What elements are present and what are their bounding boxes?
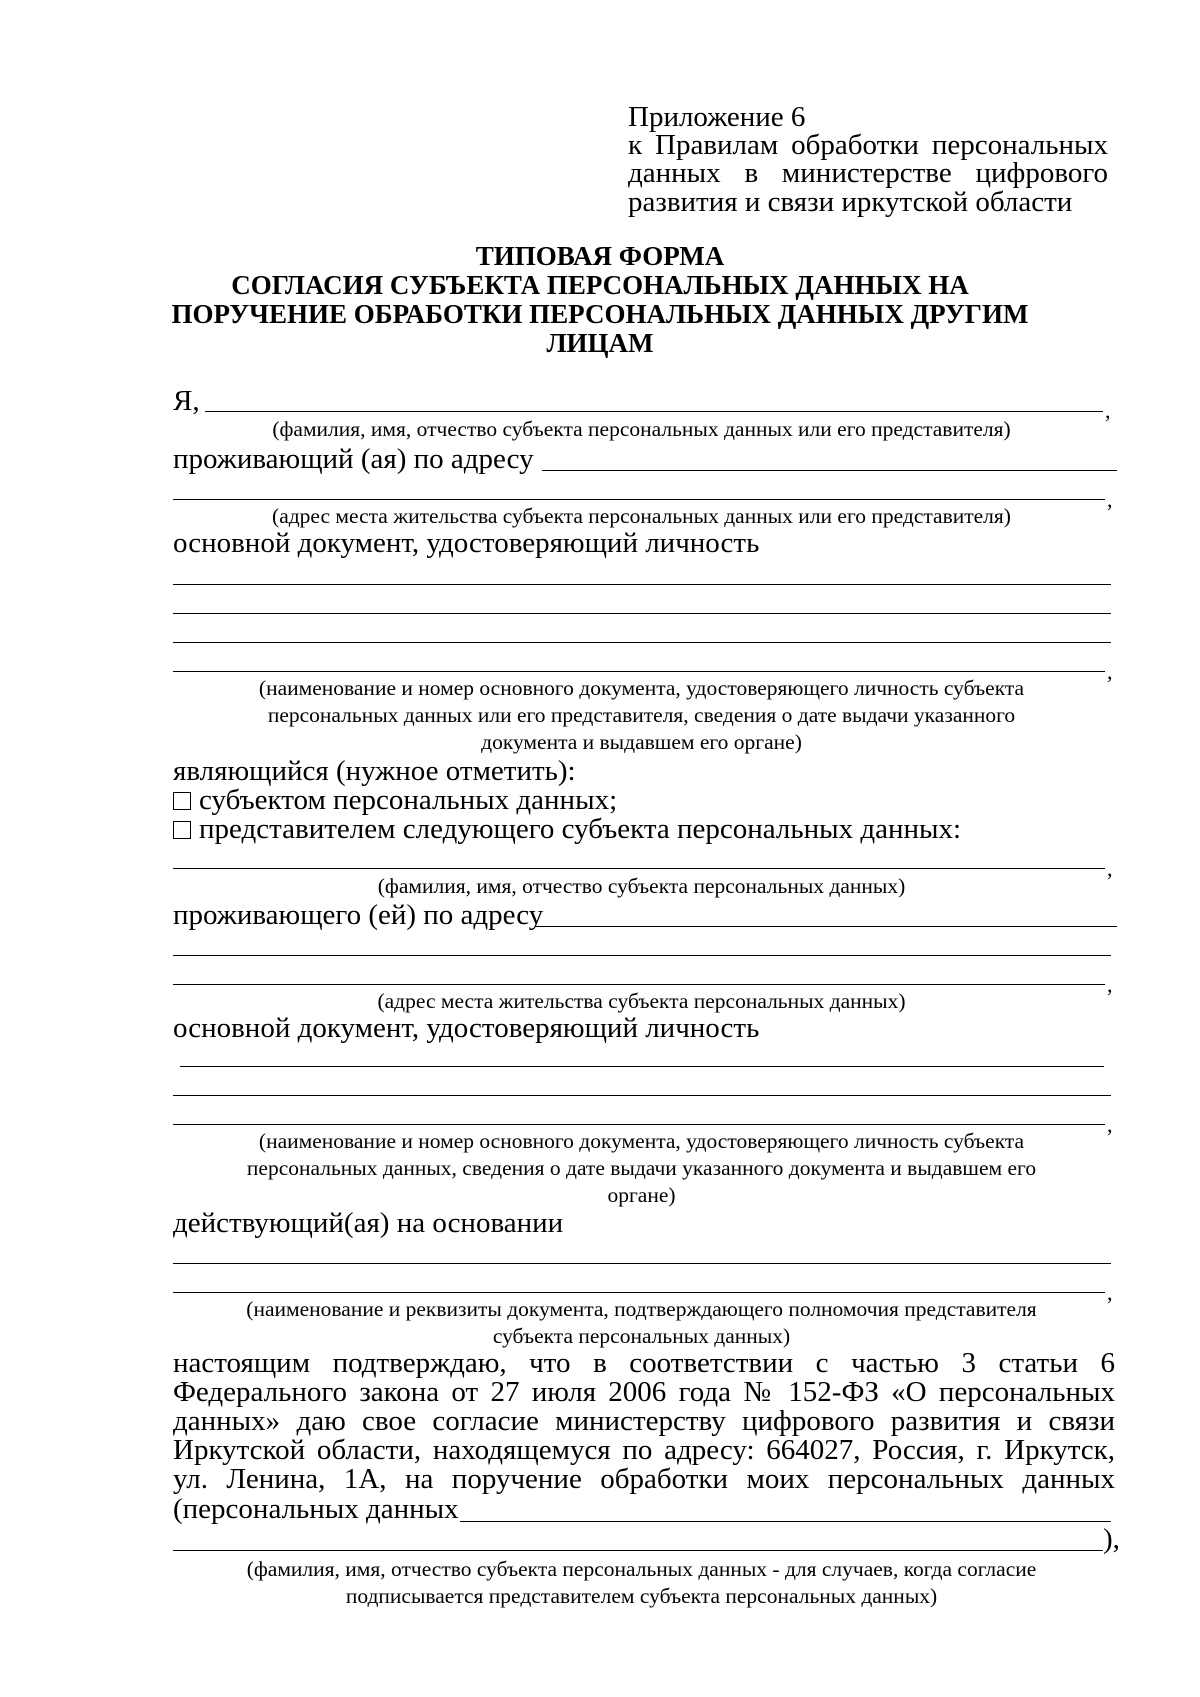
document-rep-field-3[interactable] <box>173 642 1111 643</box>
label-ya: Я, <box>173 385 200 417</box>
option-subject[interactable] <box>173 784 617 816</box>
checkbox-representative[interactable] <box>173 821 191 839</box>
caption-address-subject-or-rep: (адрес места жительства субъекта персональных данных или его представителя) <box>272 504 1011 528</box>
consent-text-line2: Федерального закона от 27 июля 2006 года № 152-ФЗ «О персональных <box>173 1376 1115 1408</box>
personal-data-field-1[interactable] <box>460 1521 1111 1522</box>
checkbox-subject[interactable] <box>173 792 191 810</box>
form-title-line1: ТИПОВАЯ ФОРМА <box>475 241 725 271</box>
caption-final-line2: подписывается представителем субъекта персональных данных) <box>345 1584 938 1608</box>
authority-field-1[interactable] <box>173 1263 1111 1264</box>
appendix-number: Приложение 6 <box>628 101 806 133</box>
address-rep-field-2[interactable] <box>173 499 1105 500</box>
option-representative-label: представителем следующего субъекта персональных данных: <box>199 813 962 845</box>
consent-text-line1: настоящим подтверждаю, что в соответствии с частью 3 статьи 6 <box>173 1347 1115 1379</box>
label-living-at-subject: проживающего (ей) по адресу <box>173 899 544 931</box>
personal-data-field-2[interactable] <box>173 1550 1103 1551</box>
document-rep-field-4[interactable] <box>173 671 1105 672</box>
comma: , <box>1107 659 1113 684</box>
fio-rep-field[interactable] <box>205 411 1103 412</box>
closing-paren: ), <box>1103 1523 1120 1555</box>
label-living-at: проживающий (ая) по адресу <box>173 443 534 475</box>
caption-authority-line1: (наименование и реквизиты документа, подтверждающего полномочия представителя <box>246 1297 1037 1321</box>
consent-text-line3: данных» даю свое согласие министерству цифрового развития и связи <box>173 1405 1115 1437</box>
appendix-rules-line: к Правилам обработки персональных <box>628 129 1108 161</box>
document-subject-field-1[interactable] <box>180 1066 1104 1067</box>
address-subject-field-1[interactable] <box>535 926 1117 927</box>
option-subject-label: субъектом персональных данных; <box>199 784 618 816</box>
caption-document-rep-line2: персональных данных или его представителя, сведения о дате выдачи указанного <box>267 703 1016 727</box>
appendix-ministry-line: данных в министерстве цифрового <box>628 157 1108 189</box>
document-subject-field-2[interactable] <box>173 1095 1111 1096</box>
address-subject-field-2[interactable] <box>173 955 1111 956</box>
address-rep-field-1[interactable] <box>542 470 1117 471</box>
caption-fio-subject-or-rep: (фамилия, имя, отчество субъекта персональных данных или его представителя) <box>272 417 1011 441</box>
caption-document-rep-line1: (наименование и номер основного документа, удостоверяющего личность субъекта <box>258 676 1025 700</box>
label-acting-on: действующий(ая) на основании <box>173 1207 564 1239</box>
form-title-line2: СОГЛАСИЯ СУБЪЕКТА ПЕРСОНАЛЬНЫХ ДАННЫХ НА <box>231 270 969 300</box>
caption-document-subject-line3: органе) <box>607 1183 676 1207</box>
address-subject-field-3[interactable] <box>173 984 1105 985</box>
comma: , <box>1107 487 1113 512</box>
option-representative[interactable] <box>173 813 961 845</box>
caption-authority-line2: субъекта персональных данных) <box>492 1324 791 1348</box>
form-title-line4: ЛИЦАМ <box>546 328 654 358</box>
form-title-line3: ПОРУЧЕНИЕ ОБРАБОТКИ ПЕРСОНАЛЬНЫХ ДАННЫХ ДРУГИМ <box>171 299 1029 329</box>
caption-document-subject-line1: (наименование и номер основного документа, удостоверяющего личность субъекта <box>258 1129 1025 1153</box>
appendix-region-line: развития и связи иркутской области <box>628 186 1073 218</box>
comma: , <box>1105 398 1111 423</box>
document-rep-field-2[interactable] <box>173 613 1111 614</box>
document-rep-field-1[interactable] <box>173 584 1111 585</box>
comma: , <box>1107 972 1113 997</box>
label-main-document: основной документ, удостоверяющий личность <box>173 527 760 559</box>
consent-text-line4: Иркутской области, находящемуся по адресу: 664027, Россия, г. Иркутск, <box>173 1434 1115 1466</box>
label-main-document-subject: основной документ, удостоверяющий личность <box>173 1012 760 1044</box>
comma: , <box>1107 1280 1113 1305</box>
document-subject-field-3[interactable] <box>173 1124 1105 1125</box>
fio-subject-field[interactable] <box>173 868 1105 869</box>
caption-final-line1: (фамилия, имя, отчество субъекта персональных данных - для случаев, когда согласие <box>246 1557 1037 1581</box>
comma: , <box>1107 856 1113 881</box>
consent-text-line5: ул. Ленина, 1А, на поручение обработки моих персональных данных <box>173 1463 1115 1495</box>
authority-field-2[interactable] <box>173 1292 1105 1293</box>
consent-text-line6: (персональных данных <box>173 1493 459 1525</box>
caption-fio-subject: (фамилия, имя, отчество субъекта персональных данных) <box>377 874 906 898</box>
label-being: являющийся (нужное отметить): <box>173 755 576 787</box>
caption-address-subject: (адрес места жительства субъекта персональных данных) <box>377 989 906 1013</box>
caption-document-subject-line2: персональных данных, сведения о дате выдачи указанного документа и выдавшем его <box>246 1156 1037 1180</box>
caption-document-rep-line3: документа и выдавшем его органе) <box>481 730 802 754</box>
comma: , <box>1107 1112 1113 1137</box>
